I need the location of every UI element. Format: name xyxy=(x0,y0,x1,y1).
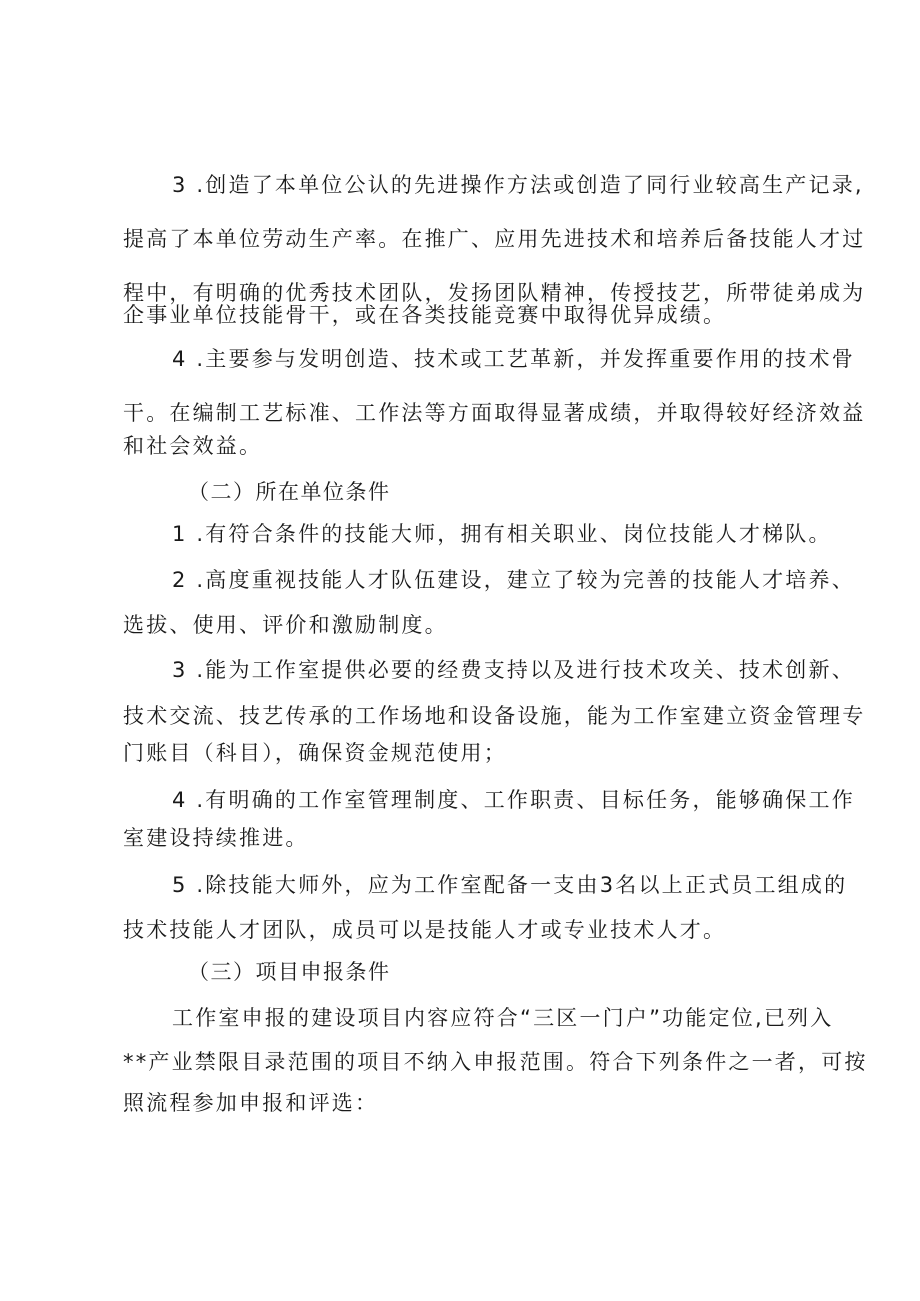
item4-line-1: 4 .主要参与发明创造、技术或工艺革新，并发挥重要作用的技术骨 xyxy=(172,347,855,371)
s2-item3-line-2: 技术交流、技艺传承的工作场地和设备设施，能为工作室建立资金管理专 xyxy=(123,704,866,728)
s3-para-line-3: 照流程参加申报和评选： xyxy=(123,1091,379,1115)
item4-line-3: 和社会效益。 xyxy=(123,434,263,458)
s2-item1-line-1: 1 .有符合条件的技能大师，拥有相关职业、岗位技能人才梯队。 xyxy=(172,522,832,546)
s2-item4-line-1: 4 .有明确的工作室管理制度、工作职责、目标任务，能够确保工作 xyxy=(172,788,855,812)
section3-heading: （三）项目申报条件 xyxy=(188,960,391,984)
s2-item4-line-2: 室建设持续推进。 xyxy=(123,826,309,850)
item3-line-4: 企事业单位技能骨干，或在各类技能竞赛中取得优异成绩。 xyxy=(123,303,727,327)
s2-item5-line-1: 5 .除技能大师外，应为工作室配备一支由3名以上正式员工组成的 xyxy=(172,873,848,897)
item3-line-3: 程中，有明确的优秀技术团队，发扬团队精神，传授技艺，所带徒弟成为 xyxy=(123,281,866,305)
item3-line-2: 提高了本单位劳动生产率。在推广、应用先进技术和培养后备技能人才过 xyxy=(123,227,866,251)
s2-item2-line-2: 选拔、使用、评价和激励制度。 xyxy=(123,613,448,637)
item4-line-2: 干。在编制工艺标准、工作法等方面取得显著成绩，并取得较好经济效益 xyxy=(123,401,866,425)
s2-item5-line-2: 技术技能人才团队，成员可以是技能人才或专业技术人才。 xyxy=(123,918,727,942)
s3-para-line-2: **产业禁限目录范围的项目不纳入申报范围。符合下列条件之一者，可按 xyxy=(123,1050,868,1074)
item3-line-1: 3 .创造了本单位公认的先进操作方法或创造了同行业较高生产记录, xyxy=(172,173,864,197)
s3-para-line-1: 工作室申报的建设项目内容应符合“三区一门户”功能定位,已列入 xyxy=(172,1006,834,1030)
section2-heading: （二）所在单位条件 xyxy=(188,480,391,504)
s2-item3-line-3: 门账目（科目），确保资金规范使用； xyxy=(123,741,507,765)
s2-item2-line-1: 2 .高度重视技能人才队伍建设，建立了较为完善的技能人才培养、 xyxy=(172,568,855,592)
s2-item3-line-1: 3 .能为工作室提供必要的经费支持以及进行技术攻关、技术创新、 xyxy=(172,658,855,682)
